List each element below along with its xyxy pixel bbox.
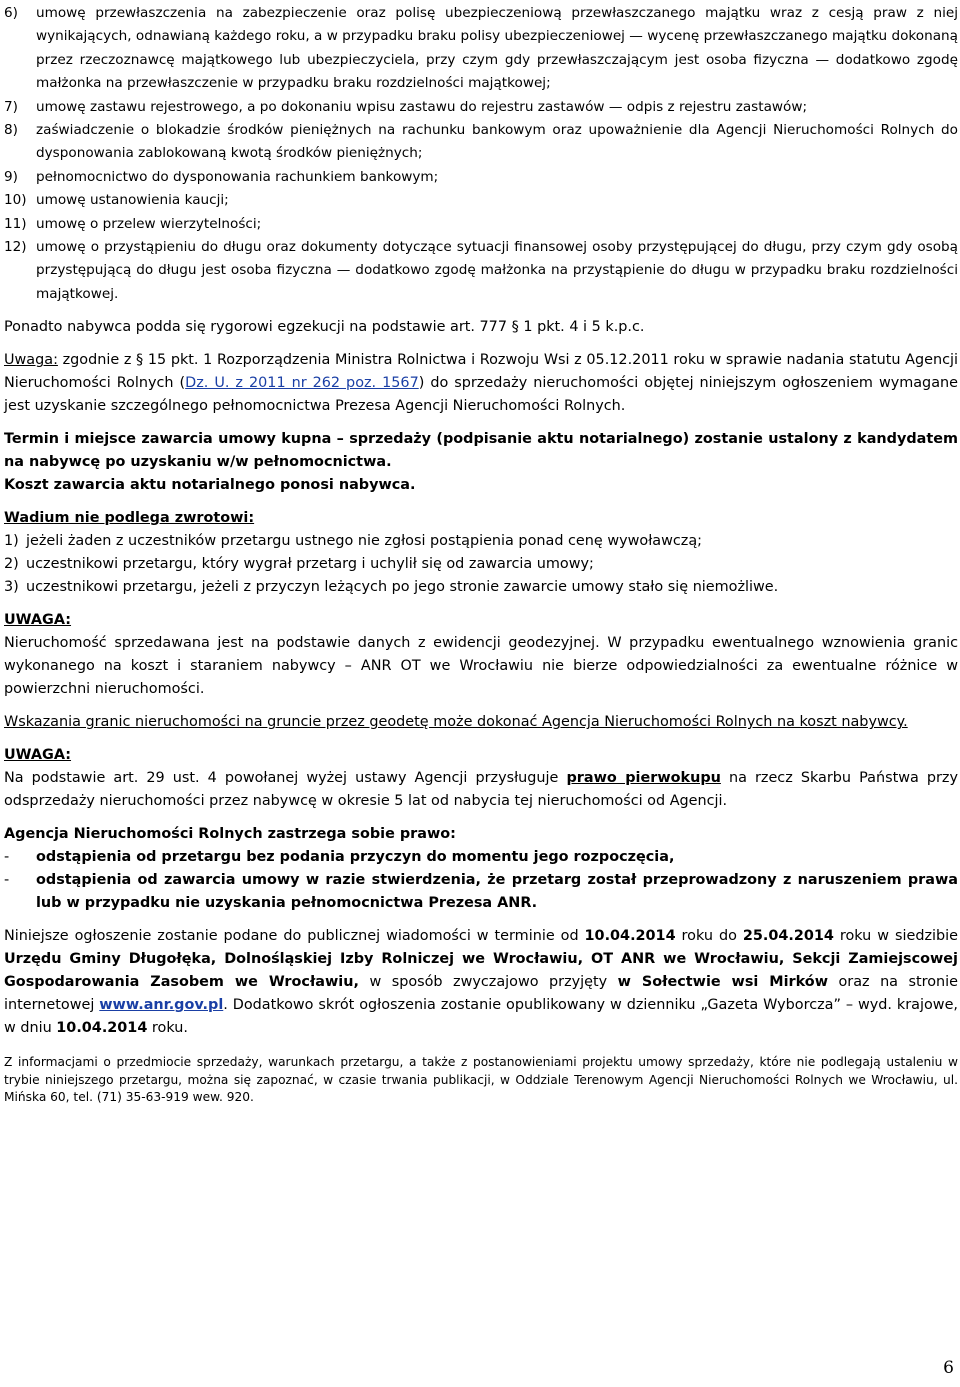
list-item: - odstąpienia od zawarcia umowy w razie stwierdzenia, że przetarg został przeprowadzony z naruszeniem prawa lub w przypadku nie uzyskania pełnomocnictwa Prezesa ANR. (4, 872, 958, 912)
pierwokup-term: prawo pierwokupu (566, 770, 721, 787)
uwaga-statute-paragraph: Uwaga: zgodnie z § 15 pkt. 1 Rozporządzenia Ministra Rolnictwa i Rozwoju Wsi z 05.12.2011 roku w sprawie nadania statutu Agencji Nieruchomości Rolnych (Dz. U. z 2011 nr 262 poz. 1567) do sprzedaży nieruchomości objętej niniejszym ogłoszeniem wymagane jest uzyskanie szczególnego pełnomocnictwa Prezesa Agencji Nieruchomości Rolnych. (4, 352, 958, 415)
wadium-list (4, 530, 958, 599)
informacje-paragraph: Z informacjami o przedmiocie sprzedaży, warunkach przetargu, a także z postanowieniami projektu umowy sprzedaży, które nie podlegają ustaleniu w trybie niniejszego przetargu, można się zapoznać, w czasie trwania publikacji, w Oddziale Terenowym Agencji Nieruchomości Rolnych we Wrocławiu, ul. Mińska 60, tel. (71) 35-63-919 wew. 920. (4, 1055, 958, 1105)
list-item: 8) zaświadczenie o blokadzie środków pieniężnych na rachunku bankowym oraz upoważnienie dla Agencji Nieruchomości Rolnych do dysponowania zablokowaną kwotą środków pieniężnych; (4, 122, 958, 162)
list-item: 7) umowę zastawu rejestrowego, a po dokonaniu wpisu zastawu do rejestru zastawów — odpis z rejestru zastawów; (4, 98, 808, 115)
list-item: 9) pełnomocnictwo do dysponowania rachunkiem bankowym; (4, 168, 439, 185)
list-item: 3) uczestnikowi przetargu, jeżeli z przyczyn leżących po jego stronie zawarcie umowy stało się niemożliwe. (4, 579, 779, 596)
wadium-heading: Wadium nie podlega zwrotowi: (4, 510, 255, 527)
document-page (4, 2, 958, 1107)
list-item: 1) jeżeli żaden z uczestników przetargu ustnego nie zgłosi postąpienia ponad cenę wywoławczą; (4, 533, 703, 550)
list-item: 6) umowę przewłaszczenia na zabezpieczenie oraz polisę ubezpieczeniową przewłaszczanego majątku wraz z cesją praw z niej wynikających, odnawianą każdego roku, a w przypadku braku polisy ubezpieczeniowej — wycenę przewłaszczanego majątku dokonaną przez rzeczoznawcę majątkowego lub ubezpieczyciela, przy czym gdy przewłaszczającym jest osoba fizyczna — dodatkowo zgodę małżonka na przewłaszczenie w przypadku braku rozdzielności majątkowej; (4, 5, 958, 92)
list-item: - odstąpienia od przetargu bez podania przyczyn do momentu jego rozpoczęcia, (4, 849, 675, 866)
koszt-paragraph: Koszt zawarcia aktu notarialnego ponosi nabywca. (4, 477, 416, 494)
list-item: 10) umowę ustanowienia kaucji; (4, 192, 229, 209)
zastrzega-list (4, 846, 958, 915)
ewidencja-paragraph: Nieruchomość sprzedawana jest na podstawie danych z ewidencji geodezyjnej. W przypadku ewentualnego wznowienia granic wykonanego na koszt i staraniem nabywcy – ANR OT we Wrocławiu nie bierze odpowiedzialności za ewentualne różnice w powierzchni nieruchomości. (4, 635, 958, 698)
security-list (4, 2, 958, 306)
list-item: 12) umowę o przystąpieniu do długu oraz dokumenty dotyczące sytuacji finansowej osoby przystępującej do długu, przy czym gdy osobą przystępującą do długu jest osoba fizyczna — dodatkowo zgodę małżonka na przystąpienie do długu w przypadku braku rozdzielności majątkowej. (4, 239, 958, 302)
uwaga-label: Uwaga: (4, 352, 58, 369)
ogloszenie-paragraph: Niniejsze ogłoszenie zostanie podane do publicznej wiadomości w terminie od 10.04.2014 roku do 25.04.2014 roku w siedzibie Urzędu Gminy Długołęka, Dolnośląskiej Izby Rolniczej we Wrocławiu, OT ANR we Wrocławiu, Sekcji Zamiejscowej Gospodarowania Zasobem we Wrocławiu, w sposób zwyczajowo przyjęty w Sołectwie wsi Mirków oraz na stronie internetowej www.anr.gov.pl. Dodatkowo skrót ogłoszenia zostanie opublikowany w dzienniku „Gazeta Wyborcza” – wyd. krajowe, w dniu 10.04.2014 roku. (4, 928, 959, 1037)
page-number: 6 (943, 1358, 954, 1378)
termin-paragraph: Termin i miejsce zawarcia umowy kupna – sprzedaży (podpisanie aktu notarialnego) zostanie ustalony z kandydatem na nabywcę po uzyskaniu w/w pełnomocnictwa. (4, 431, 958, 471)
wskazania-paragraph: Wskazania granic nieruchomości na gruncie przez geodetę może dokonać Agencja Nieruchomości Rolnych na koszt nabywcy. (4, 714, 908, 731)
uwaga-heading: UWAGA: (4, 747, 72, 764)
pierwokup-paragraph: Na podstawie art. 29 ust. 4 powołanej wyżej ustawy Agencji przysługuje prawo pierwokupu na rzecz Skarbu Państwa przy odsprzedaży nieruchomości przez nabywcę w okresie 5 lat od nabycia tej nieruchomości od Agencji. (4, 770, 958, 810)
list-item: 2) uczestnikowi przetargu, który wygrał przetarg i uchylił się od zawarcia umowy; (4, 556, 594, 573)
dz-u-link[interactable]: Dz. U. z 2011 nr 262 poz. 1567 (185, 375, 419, 392)
anr-website-link[interactable]: www.anr.gov.pl (99, 997, 224, 1014)
list-item: 11) umowę o przelew wierzytelności; (4, 215, 262, 232)
zastrzega-heading: Agencja Nieruchomości Rolnych zastrzega sobie prawo: (4, 826, 456, 843)
uwaga-heading: UWAGA: (4, 612, 72, 629)
egzekucja-paragraph: Ponadto nabywca podda się rygorowi egzekucji na podstawie art. 777 § 1 pkt. 4 i 5 k.p.c. (4, 319, 645, 336)
